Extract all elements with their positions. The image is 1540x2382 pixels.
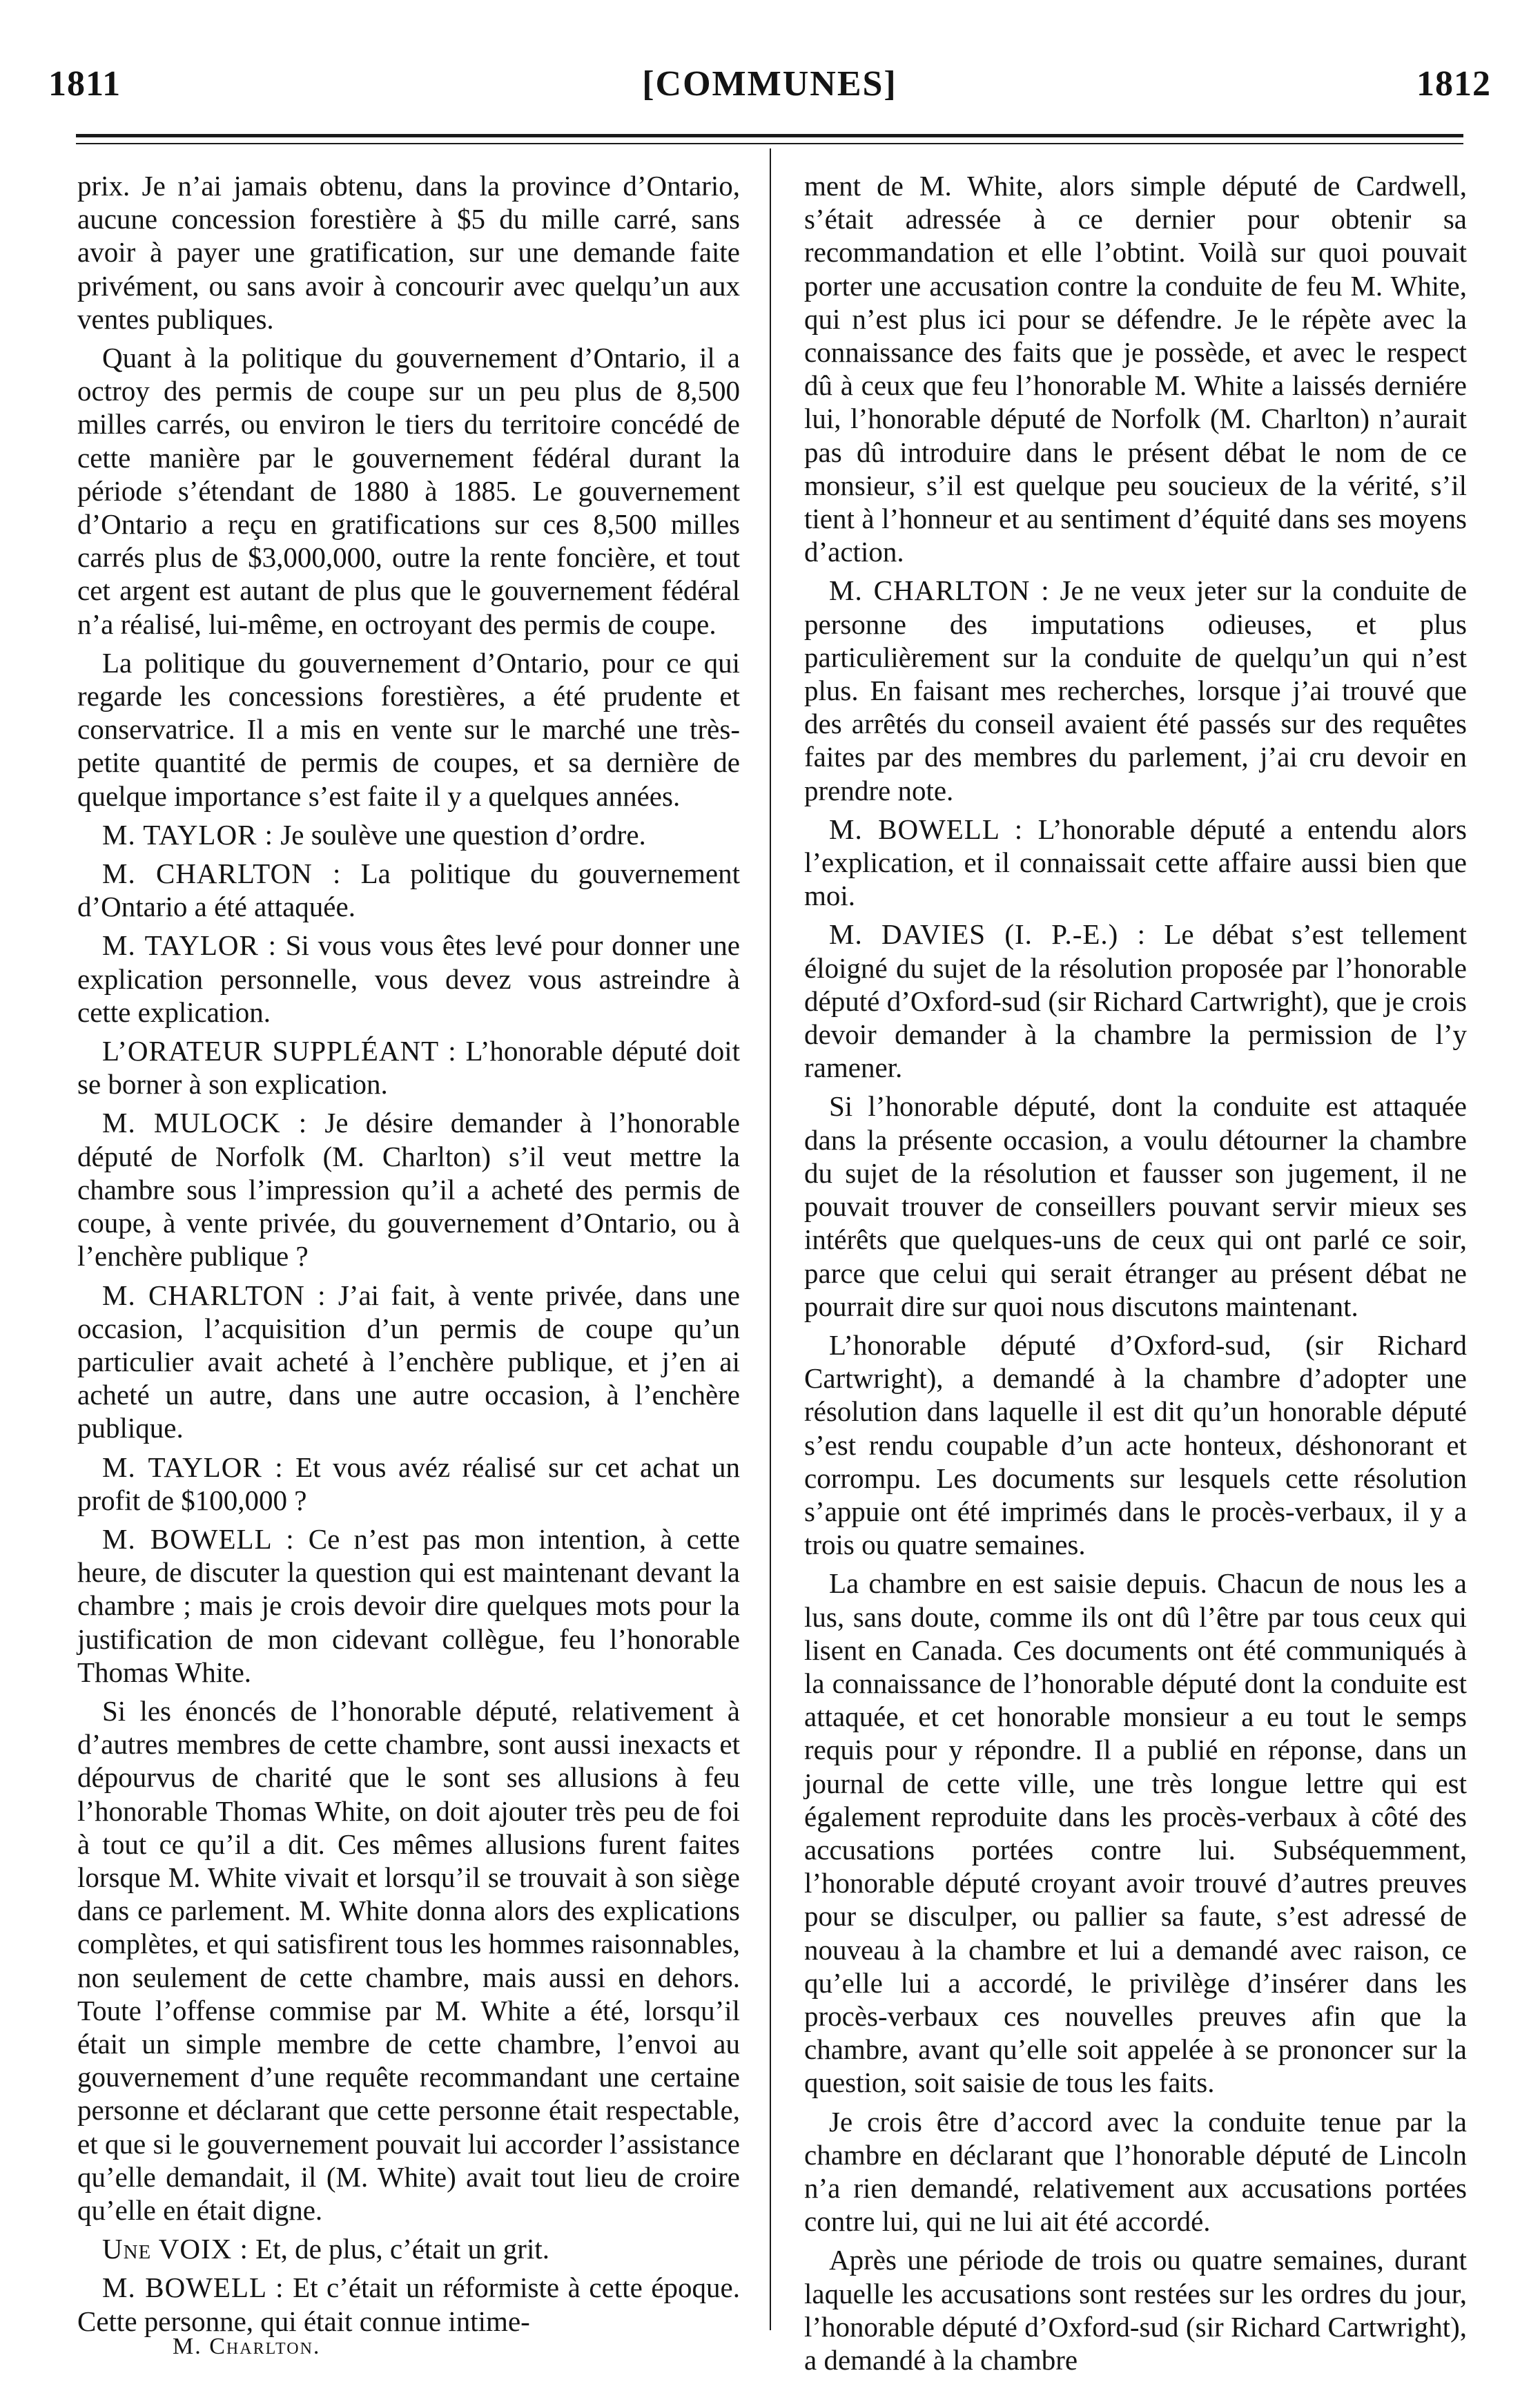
speaker-name: M. BOWELL : [102, 1522, 295, 1555]
continued-paragraph: prix. Je n’ai jamais obtenu, dans la province d’Ontario, aucune concession forestière à $5 du mille carré, sans avoir à payer une gratification, sur une demande faite privément, ou sans avoir à concourir avec quelqu’un aux ventes publiques. [77, 170, 740, 335]
right-column [804, 169, 1467, 2382]
left-column [77, 169, 740, 2343]
speech-paragraph [77, 1279, 740, 1445]
running-title: [COMMUNES] [642, 64, 897, 104]
speech-paragraph [804, 813, 1467, 913]
header-rule-thin [76, 143, 1463, 144]
speaker-name: M. BOWELL : [102, 2272, 284, 2304]
continued-paragraph: ment de M. White, alors simple député de Cardwell, s’était adressée à ce dernier pour obtenir sa recommandation et elle l’obtint. Voilà sur quoi pouvait porter une accusation contre la conduite de feu M. White, qui n’est plus ici pour se défendre. Je le répète avec la connaissance des faits que je possède, et avec le respect dû à ceux que feu l’honorable M. White a laissés derniére lui, l’honorable député de Norfolk (M. Charlton) n’aurait pas dû introduire dans le présent débat le nom de ce monsieur, s’il est quelque peu soucieux de la vérité, s’il tient à l’honneur et au sentiment d’équité dans ses moyens d’action. [804, 170, 1467, 568]
speaker-name: M. TAYLOR : [102, 929, 277, 962]
body-paragraph: La chambre en est saisie depuis. Chacun de nous les a lus, sans doute, comme ils ont dû l’être par tous ceux qui lisent en Canada. Ces documents ont été communiqués à la connaissance de l’honorable député dont la conduite est attaquée, et cet honorable monsieur a eu tout le semps requis pour y répondre. Il a publié en réponse, dans un journal de cette ville, une très longue lettre qui est également reproduite dans les procès-verbaux à côté des accusations portées contre lui. Subséquemment, l’honorable député croyant avoir trouvé d’autres preuves pour se disculper, ou pallier sa faute, s’est adressé de nouveau à la chambre et lui a demandé avec raison, ce qu’elle lui a accordé, le privilège d’insérer dans les procès-verbaux ces nouvelles preuves afin que la chambre, avant qu’elle soit appelée à se prononcer sur la question, soit saisie de tous les faits. [804, 1567, 1467, 2099]
speaker-name: M. DAVIES (I. P.-E.) : [829, 918, 1147, 951]
body-paragraph: Je crois être d’accord avec la conduite tenue par la chambre en déclarant que l’honorable député de Lincoln n’a rien demandé, relativement aux accusations portées contre lui, qui ne lui ait été accordé. [804, 2105, 1467, 2238]
speech-paragraph [77, 857, 740, 923]
speaker-name: M. CHARLTON : [102, 1279, 326, 1311]
speech-text: J’ai fait, à vente privée, dans une occasion, l’acquisition d’un permis de coupe qu’un particulier avait acheté à l’enchère publique, et j’en ai acheté un autre, dans une autre occasion, à l’enchère publique. [77, 1279, 741, 1444]
speaker-name: M. CHARLTON : [829, 574, 1050, 607]
speech-paragraph [77, 2232, 740, 2265]
speech-paragraph [77, 1106, 740, 1272]
speech-paragraph [77, 1034, 740, 1101]
body-paragraph: Après une période de trois ou quatre semaines, durant laquelle les accusations sont restées sur les ordres du jour, l’honorable député d’Oxford-sud (sir Richard Cartwright), a demandé à la chambre [804, 2244, 1467, 2376]
speech-text: Le débat s’est tellement éloigné du sujet de la résolution proposée par l’honorable député d’Oxford-sud (sir Richard Cartwright), que je crois devoir demander à la chambre la permission de l’y ramener. [804, 918, 1467, 1084]
speech-text: Et c’était un réformiste à cette époque. Cette personne, qui était connue intime- [77, 2272, 740, 2337]
speech-text: Si vous vous êtes levé pour donner une explication personnelle, vous devez vous astreindre à cette explication. [77, 929, 740, 1028]
speaker-name: M. TAYLOR : [102, 818, 274, 851]
footer-speaker-name: M. Charlton. [173, 2334, 321, 2359]
body-paragraph: L’honorable député d’Oxford-sud, (sir Richard Cartwright), a demandé à la chambre d’adopter une résolution dans laquelle il est dit qu’un honorable député s’est rendu coupable d’un acte honteux, déshonorant et corrompu. Les documents sur lesquels cette résolution s’appuie ont été imprimés dans le procès-verbaux, il y a trois ou quatre semaines. [804, 1328, 1467, 1561]
speaker-name: M. CHARLTON : [102, 858, 342, 890]
speaker-name: Une VOIX : [102, 2233, 248, 2265]
speech-text: La politique du gouvernement d’Ontario a été attaquée. [77, 858, 740, 923]
page-number-left: 1811 [48, 64, 121, 104]
speech-text: Ce n’est pas mon intention, à cette heure, de discuter la question qui est maintenant devant la chambre ; mais je crois devoir dire quelques mots pour la justification de mon cidevant collègue, feu l’honorable Thomas White. [77, 1522, 740, 1688]
speaker-name: M. MULOCK : [102, 1107, 308, 1139]
page-header [48, 64, 1491, 112]
speech-paragraph [804, 918, 1467, 1084]
speaker-name: M. BOWELL : [829, 813, 1024, 845]
header-rule-thick [76, 134, 1463, 137]
body-paragraph: Quant à la politique du gouvernement d’Ontario, il a octroy des permis de coupe sur un peu plus de 8,500 milles carrés, ou environ le tiers du territoire concédé de cette manière par le gouvernement fédéral durant la période s’étendant de 1880 à 1885. Le gouvernement d’Ontario a reçu en gratifications sur ces 8,500 milles carrés plus de $3,000,000, outre la rente foncière, et tout cet argent est autant de plus que le gouvernement fédéral n’a réalisé, lui-même, en octroyant des permis de coupe. [77, 342, 740, 640]
speaker-name: L’ORATEUR SUPPLÉANT : [102, 1035, 457, 1067]
speech-text: Et, de plus, c’était un grit. [248, 2233, 549, 2265]
column-divider [770, 148, 771, 2330]
speech-text: Et vous avéz réalisé sur cet achat un profit de $100,000 ? [77, 1451, 740, 1516]
speech-paragraph [77, 1451, 740, 1517]
speech-paragraph [77, 1522, 740, 1689]
speaker-name: M. TAYLOR : [102, 1451, 284, 1483]
body-paragraph: Si les énoncés de l’honorable député, relativement à d’autres membres de cette chambre, sont aussi inexacts et dépourvus de charité que le sont ses allusions à feu l’honorable Thomas White, on doit ajouter très peu de foi à tout ce qu’il a dit. Ces mêmes allusions furent faites lorsque M. White vivait et lorsqu’il se trouvait à son siège dans ce parlement. M. White donna alors des explications complètes, et qui satisfirent tous les hommes raisonnables, non seulement de cette chambre, mais aussi en dehors. Toute l’offense commise par M. White a été, lorsqu’il était un simple membre de cette chambre, l’envoi au gouvernement d’une requête recommandant une certaine personne et déclarant que cette personne était respectable, et que si le gouvernement pouvait lui accorder l’assistance qu’elle demandait, il (M. White) avait tout lieu de croire qu’elle en était digne. [77, 1694, 740, 2226]
speech-text: L’honorable député a entendu alors l’explication, et il connaissait cette affaire aussi bien que moi. [804, 813, 1468, 912]
speech-text: L’honorable député doit se borner à son explication. [77, 1035, 741, 1101]
speech-paragraph [77, 818, 740, 851]
speech-paragraph [77, 2271, 740, 2337]
speech-paragraph [804, 574, 1467, 806]
page-number-right: 1812 [1416, 64, 1491, 104]
speech-text: Je ne veux jeter sur la conduite de personne des imputations odieuses, et plus particulièrement sur la conduite de quelqu’un qui n’est plus. En faisant mes recherches, lorsque j’ai trouvé que des arrêtés du conseil avaient été passés sur des requêtes faites par des membres du parlement, j’ai cru devoir en prendre note. [804, 574, 1468, 806]
speech-text: Je soulève une question d’ordre. [273, 818, 646, 851]
speech-paragraph [77, 929, 740, 1029]
body-paragraph: La politique du gouvernement d’Ontario, pour ce qui regarde les concessions forestières, a été prudente et conservatrice. Il a mis en vente sur le marché une très-petite quantité de permis de coupes, et sa dernière de quelque importance s’est faite il y a quelques années. [77, 646, 740, 812]
body-paragraph: Si l’honorable député, dont la conduite est attaquée dans la présente occasion, a voulu détourner la chambre du sujet de la résolution et fausser son jugement, il ne pouvait trouver de conseillers pouvant servir mieux ses intérêts que quelques-uns de ceux qui ont parlé ce soir, parce que celui qui serait étranger au présent débat ne pourrait dire sur quoi nous discutons maintenant. [804, 1090, 1467, 1322]
speech-text: Je désire demander à l’honorable député de Norfolk (M. Charlton) s’il veut mettre la chambre sous l’impression qu’il a acheté des permis de coupe, à vente privée, du gouvernement d’Ontario, ou à l’enchère publique ? [77, 1107, 740, 1272]
